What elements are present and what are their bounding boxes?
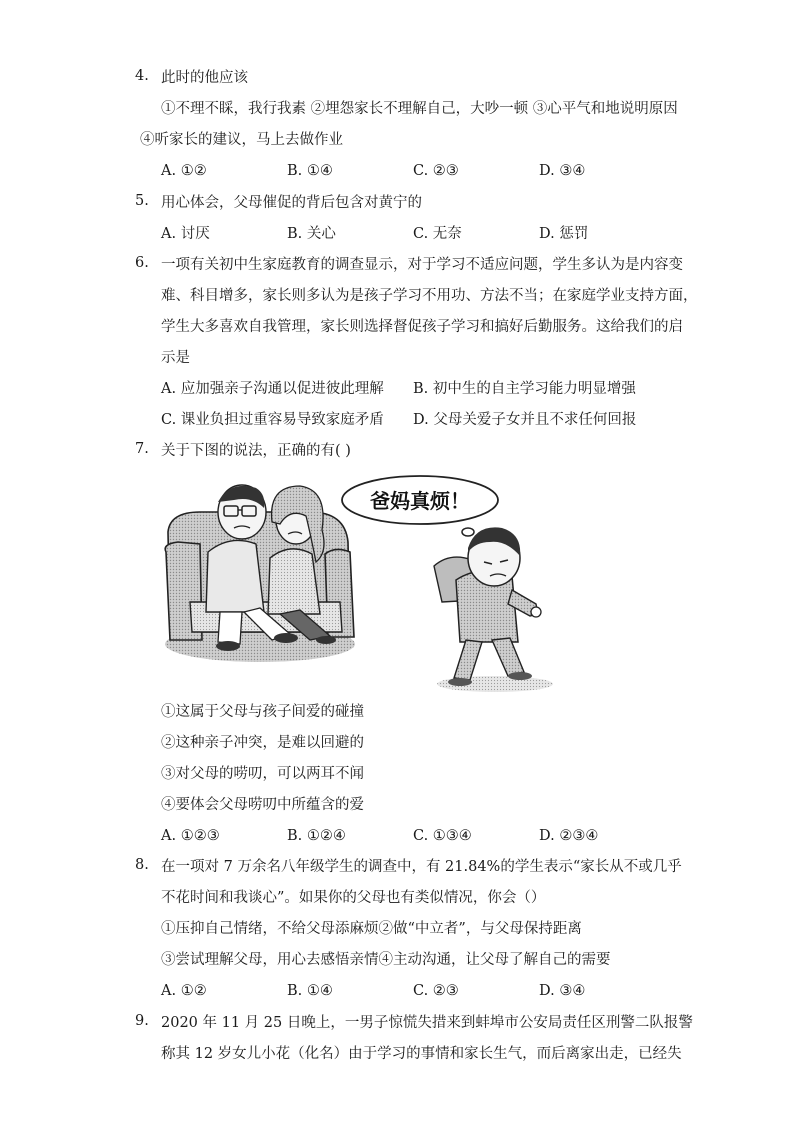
question-4-items-line2: ④听家长的建议，马上去做作业 [140,132,343,148]
question-7-option-b[interactable]: B. ①②④ [287,828,346,844]
question-7-statement: ①这属于父母与孩子间爱的碰撞 [161,704,364,720]
question-5-number: 5. [135,193,149,209]
question-5-option-b[interactable]: B. 关心 [287,226,336,242]
question-7-option-a[interactable]: A. ①②③ [161,828,220,844]
question-7-statement: ②这种亲子冲突，是难以回避的 [161,735,364,751]
question-8-number: 8. [135,857,149,873]
question-8-option-c[interactable]: C. ②③ [413,983,459,999]
question-8-stem-line: 在一项对 7 万余名八年级学生的调查中，有 21.84%的学生表示“家长从不或几乎 [161,859,682,875]
question-6-option-b[interactable]: B. 初中生的自主学习能力明显增强 [413,381,636,397]
question-9-stem-line: 称其 12 岁女儿小花（化名）由于学习的事情和家长生气，而后离家出走，已经失 [161,1046,682,1062]
question-6-number: 6. [135,255,149,271]
question-4-option-a[interactable]: A. ①② [161,163,207,179]
question-8-option-d[interactable]: D. ③④ [539,983,586,999]
question-8-stem-line: 不花时间和我谈心”。如果你的父母也有类似情况，你会（） [161,890,546,906]
question-4-option-d[interactable]: D. ③④ [539,163,586,179]
question-7-number: 7. [135,441,149,457]
question-4-option-b[interactable]: B. ①④ [287,163,333,179]
question-5-option-a[interactable]: A. 讨厌 [161,226,210,242]
question-9-number: 9. [135,1013,149,1029]
cartoon-svg [160,472,580,694]
question-6-stem-line: 难、科目增多，家长则多认为是孩子学习不用功、方法不当；在家庭学业支持方面， [161,288,698,304]
question-6-stem-line: 学生大多喜欢自我管理，家长则选择督促孩子学习和搞好后勤服务。这给我们的启 [161,319,683,335]
question-4-stem: 此时的他应该 [161,70,248,86]
question-7-statement: ④要体会父母唠叨中所蕴含的爱 [161,797,364,813]
question-4-option-c[interactable]: C. ②③ [413,163,459,179]
question-6-option-d[interactable]: D. 父母关爱子女并且不求任何回报 [413,412,637,428]
question-8-items-line2: ③尝试理解父母，用心去感悟亲情④主动沟通，让父母了解自己的需要 [161,952,611,968]
question-6-stem-line: 一项有关初中生家庭教育的调查显示，对于学习不适应问题，学生多认为是内容变 [161,257,683,273]
question-8-option-a[interactable]: A. ①② [161,983,207,999]
boy-figure [434,527,553,692]
question-6-stem-line: 示是 [161,350,190,366]
question-6-option-c[interactable]: C. 课业负担过重容易导致家庭矛盾 [161,412,384,428]
question-4-number: 4. [135,68,149,84]
bubble-text: 爸妈真烦！ [370,491,470,513]
question-7-stem: 关于下图的说法，正确的有( ) [161,443,351,459]
question-8-items-line1: ①压抑自己情绪，不给父母添麻烦②做“中立者”，与父母保持距离 [161,921,582,937]
question-6-option-a[interactable]: A. 应加强亲子沟通以促进彼此理解 [161,381,384,397]
cartoon-illustration [160,472,580,694]
question-5-option-d[interactable]: D. 惩罚 [539,226,589,242]
question-9-stem-line: 2020 年 11 月 25 日晚上，一男子惊慌失措来到蚌埠市公安局责任区刑警二队报警 [161,1015,693,1031]
question-7-option-d[interactable]: D. ②③④ [539,828,599,844]
question-4-items-line1: ①不理不睬，我行我素 ②埋怨家长不理解自己，大吵一顿 ③心平气和地说明原因 [161,101,678,117]
question-5-option-c[interactable]: C. 无奈 [413,226,462,242]
question-7-statement: ③对父母的唠叨，可以两耳不闻 [161,766,364,782]
question-8-option-b[interactable]: B. ①④ [287,983,333,999]
question-7-option-c[interactable]: C. ①③④ [413,828,472,844]
question-5-stem: 用心体会，父母催促的背后包含对黄宁的 [161,195,422,211]
